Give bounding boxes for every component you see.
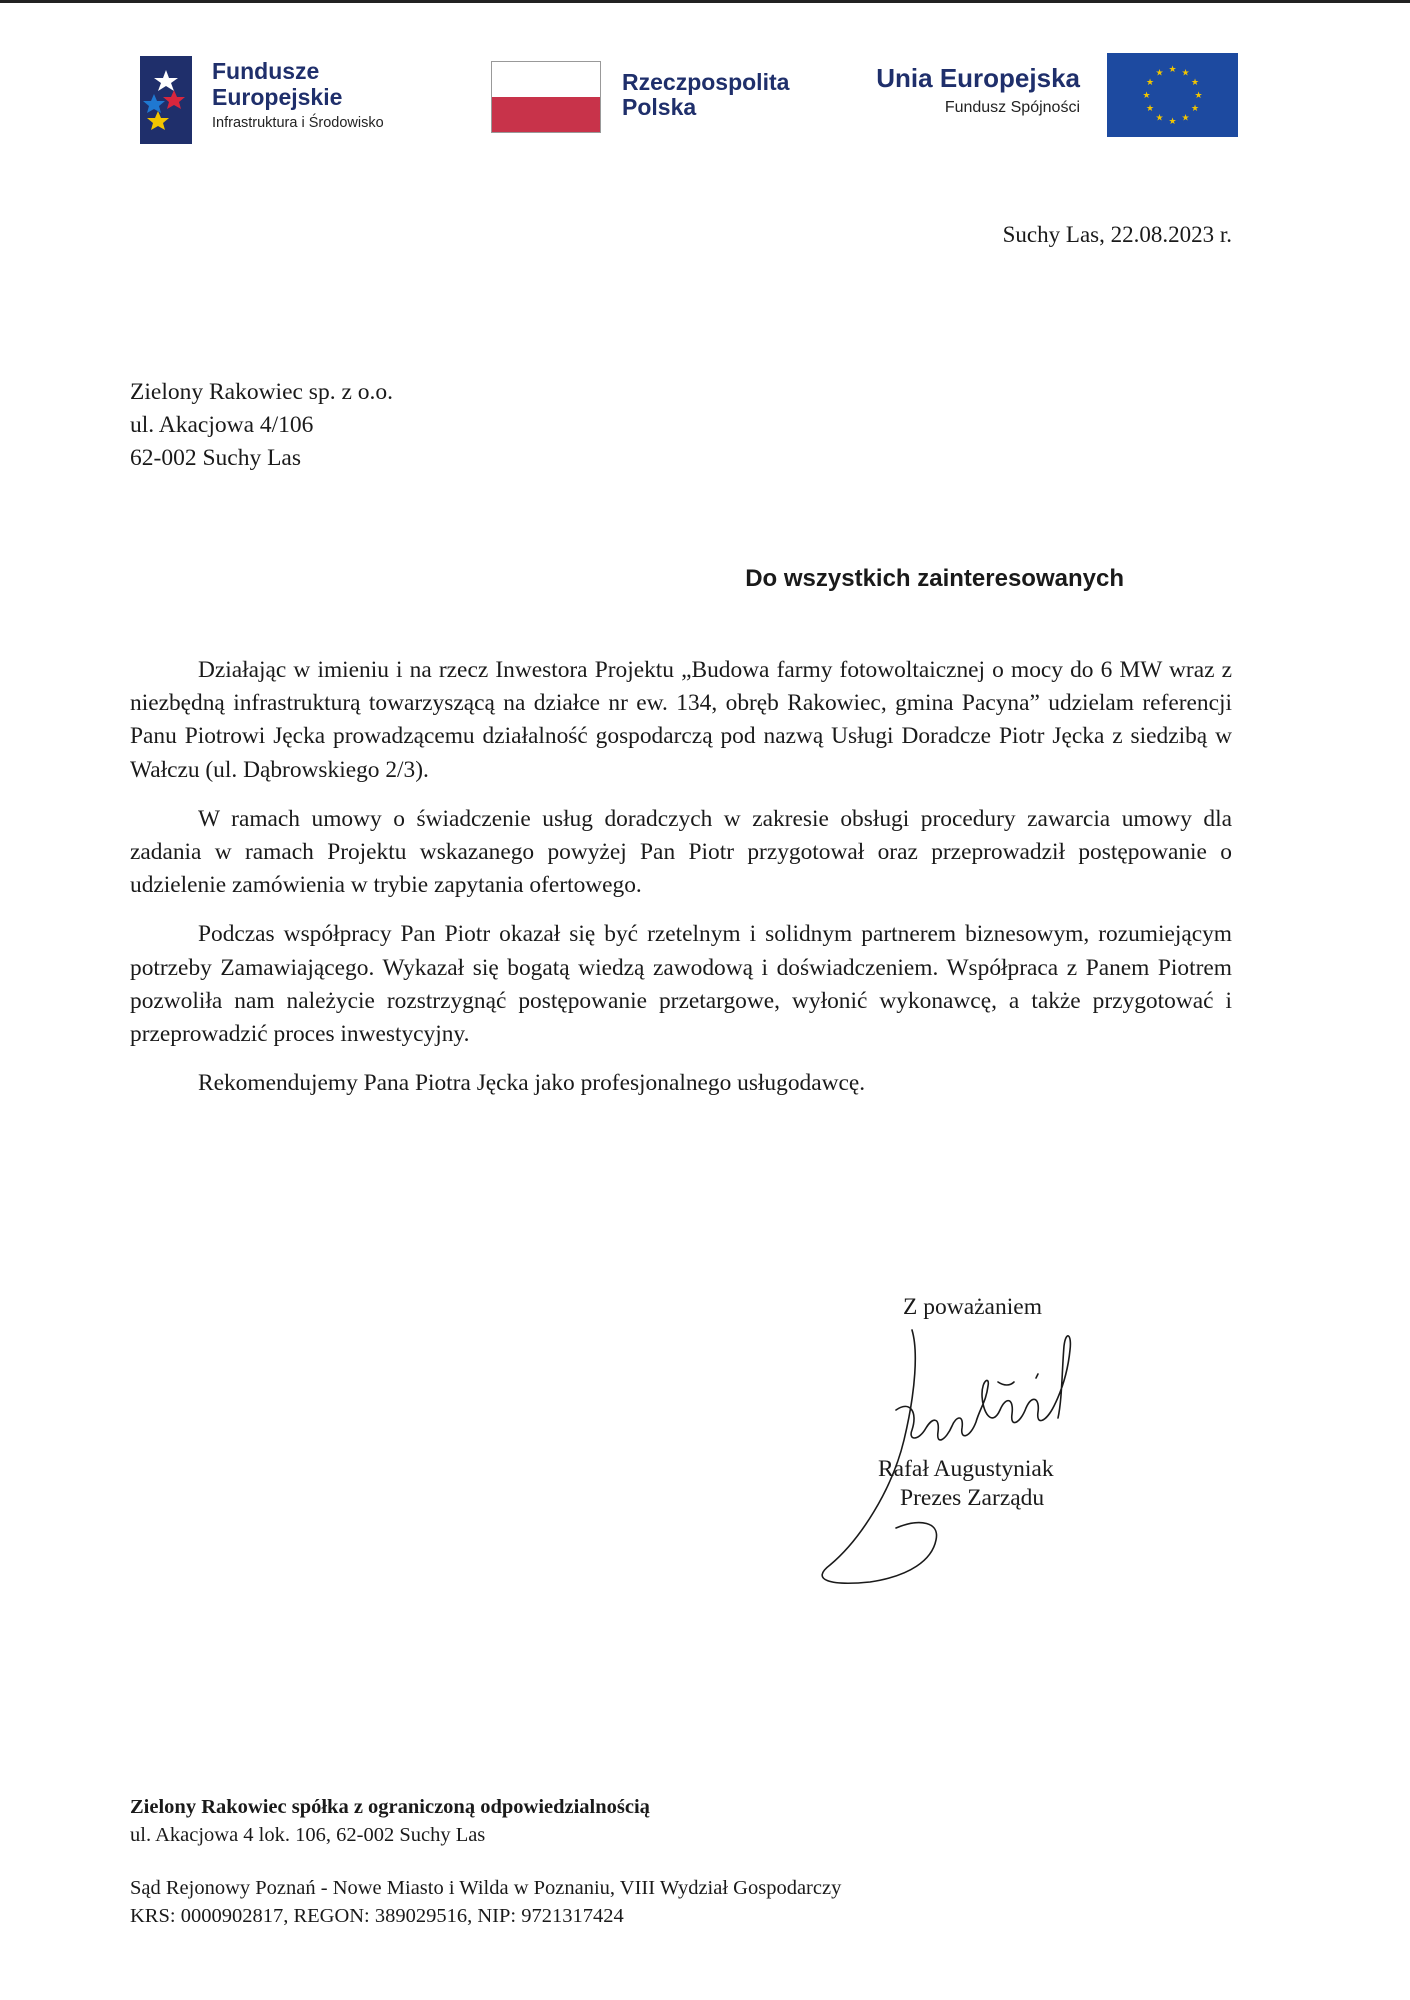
footer-address: ul. Akacjowa 4 lok. 106, 62-002 Suchy Las xyxy=(130,1824,486,1846)
unia-europejska-logo-text xyxy=(820,62,1080,122)
footer-company-name: Zielony Rakowiec spółka z ograniczoną odpowiedzialnością xyxy=(130,1796,650,1818)
eu-star-icon: ★ xyxy=(1155,67,1164,78)
eu-star-icon: ★ xyxy=(1181,67,1190,78)
signatory-title: Prezes Zarządu xyxy=(900,1485,1045,1511)
letter-body xyxy=(130,654,1232,1116)
eu-star-icon: ★ xyxy=(1155,112,1164,123)
eu-star-icon: ★ xyxy=(1194,90,1203,100)
fe-logo-line1: Fundusze xyxy=(212,58,320,84)
recipient-line1: Zielony Rakowiec sp. z o.o. xyxy=(130,379,394,405)
footer-registry: KRS: 0000902817, REGON: 389029516, NIP: 9721317424 xyxy=(130,1905,624,1927)
eu-star-icon: ★ xyxy=(1145,103,1155,113)
footer-court: Sąd Rejonowy Poznań - Nowe Miasto i Wilda w Poznaniu, VIII Wydział Gospodarczy xyxy=(130,1877,842,1899)
fe-logo-line2: Europejskie xyxy=(212,84,343,110)
eu-star-icon: ★ xyxy=(1190,77,1200,87)
ue-logo-line1: Unia Europejska xyxy=(876,63,1080,93)
rp-logo-line1: Rzeczpospolita xyxy=(622,69,790,95)
handwritten-signature xyxy=(800,1290,1140,1590)
eu-star-icon: ★ xyxy=(1142,90,1151,100)
letter-subject: Do wszystkich zainteresowanych xyxy=(745,565,1124,592)
polish-flag-icon xyxy=(491,61,601,133)
eu-flag-icon xyxy=(1107,53,1238,137)
eu-star-icon: ★ xyxy=(1168,116,1177,126)
eu-star-icon: ★ xyxy=(1181,112,1190,123)
company-footer xyxy=(130,1793,841,1930)
rzeczpospolita-logo-text xyxy=(622,70,789,120)
top-border xyxy=(0,0,1410,3)
body-paragraph: Podczas współpracy Pan Piotr okazał się być rzetelnym i solidnym partnerem biznesowym, rozumiejącym potrzeby Zamawiającego. Wykazał się bogatą wiedzą zawodową i doświadczeniem. Współpraca z Panem Piotrem pozwoliła nam należycie rozstrzygnąć postępowanie przetargowe, wyłonić wykonawcę, a także przygotować i przeprowadzić proces inwestycyjny. xyxy=(130,921,1232,1048)
body-paragraph: Działając w imieniu i na rzecz Inwestora Projektu „Budowa farmy fotowoltaicznej o mocy do 6 MW wraz z niezbędną infrastrukturą towarzyszącą na działce nr ew. 134, obręb Rakowiec, gmina Pacyna” udzielam referencji Panu Piotrowi Jęcka prowadzącemu działalność gospodarczą pod nazwą Usługi Doradcze Piotr Jęcka z siedzibą w Wałczu (ul. Dąbrowskiego 2/3). xyxy=(130,657,1232,783)
fe-stars-icon xyxy=(140,56,192,144)
signatory-name: Rafał Augustyniak xyxy=(878,1456,1054,1482)
rp-logo-line2: Polska xyxy=(622,94,697,120)
fundusze-europejskie-logo xyxy=(140,52,440,148)
recipient-line2: ul. Akacjowa 4/106 xyxy=(130,412,314,438)
fe-logo-line3: Infrastruktura i Środowisko xyxy=(212,115,384,131)
body-paragraph: W ramach umowy o świadczenie usług doradczych w zakresie obsługi procedury zawarcia umowy dla zadania w ramach Projektu wskazanego powyżej Pan Piotr przygotował oraz przeprowadził postępowanie o udzielenie zamówienia w trybie zapytania ofertowego. xyxy=(130,805,1232,899)
letter-date: Suchy Las, 22.08.2023 r. xyxy=(1002,222,1232,247)
recipient-line3: 62-002 Suchy Las xyxy=(130,445,302,471)
eu-star-icon: ★ xyxy=(1190,103,1200,113)
eu-star-icon: ★ xyxy=(1145,77,1155,87)
closing-salutation: Z poważaniem xyxy=(903,1294,1042,1320)
recipient-address xyxy=(130,376,393,475)
ue-logo-line2: Fundusz Spójności xyxy=(944,99,1080,116)
body-paragraph: Rekomendujemy Pana Piotra Jęcka jako profesjonalnego usługodawcę. xyxy=(198,1070,866,1097)
eu-star-icon: ★ xyxy=(1168,64,1177,74)
